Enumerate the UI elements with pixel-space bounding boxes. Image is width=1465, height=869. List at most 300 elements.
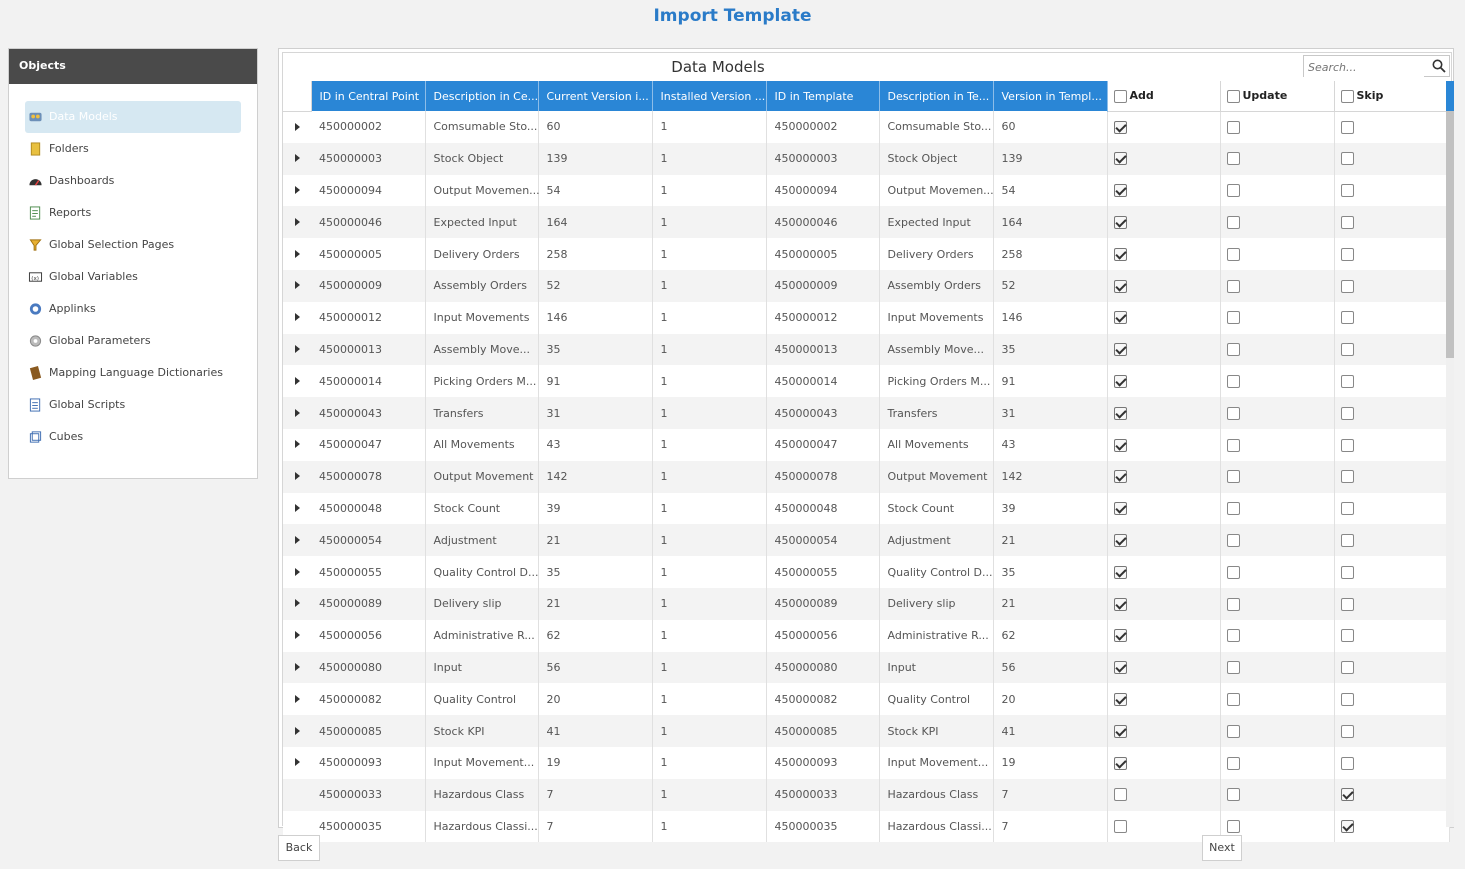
sidebar-item-global-selection-pages[interactable] — [25, 229, 241, 261]
table-row[interactable] — [283, 302, 1449, 334]
table-row[interactable] — [283, 683, 1449, 715]
table-row[interactable] — [283, 397, 1449, 429]
table-cell: Assembly Orders — [425, 270, 538, 302]
table-cell: 450000085 — [766, 715, 879, 747]
update-cell — [1220, 429, 1334, 461]
table-row[interactable] — [283, 270, 1449, 302]
column-header[interactable]: Version in Templ... — [993, 81, 1107, 111]
table-cell: 450000014 — [311, 365, 425, 397]
update-checkbox[interactable] — [1227, 216, 1240, 229]
expand-arrow-icon[interactable] — [295, 695, 300, 703]
update-cell — [1220, 270, 1334, 302]
table-cell: 450000093 — [766, 747, 879, 779]
update-checkbox[interactable] — [1227, 566, 1240, 579]
add-checkbox[interactable] — [1114, 280, 1127, 293]
expand-cell[interactable] — [283, 143, 311, 175]
add-cell — [1107, 524, 1220, 556]
update-checkbox[interactable] — [1227, 629, 1240, 642]
sidebar-item-cubes[interactable] — [25, 421, 241, 453]
add-cell — [1107, 270, 1220, 302]
sidebar-item-mapping-language-dictionaries[interactable] — [25, 357, 241, 389]
expand-arrow-icon[interactable] — [295, 377, 300, 385]
expand-arrow-icon[interactable] — [295, 536, 300, 544]
expand-column-header — [283, 81, 311, 111]
table-cell: 20 — [538, 683, 652, 715]
sidebar-item-dashboards[interactable] — [25, 165, 241, 197]
sidebar-item-folders[interactable] — [25, 133, 241, 165]
add-checkbox[interactable] — [1114, 598, 1127, 611]
table-cell: Input — [879, 652, 993, 684]
update-cell — [1220, 111, 1334, 143]
add-checkbox[interactable] — [1114, 470, 1127, 483]
table-cell: Quality Control — [879, 683, 993, 715]
sidebar-item-label: Mapping Language Dictionaries — [49, 366, 223, 379]
add-cell — [1107, 493, 1220, 525]
table-cell: 450000005 — [766, 238, 879, 270]
scrollbar-thumb[interactable] — [1446, 111, 1454, 358]
table-row[interactable] — [283, 429, 1449, 461]
add-cell — [1107, 143, 1220, 175]
expand-arrow-icon[interactable] — [295, 727, 300, 735]
add-checkbox[interactable] — [1114, 566, 1127, 579]
update-cell — [1220, 206, 1334, 238]
expand-cell[interactable] — [283, 461, 311, 493]
add-cell — [1107, 365, 1220, 397]
expand-cell[interactable] — [283, 556, 311, 588]
table-cell: Transfers — [425, 397, 538, 429]
table-cell: 56 — [538, 652, 652, 684]
table-cell: 450000035 — [311, 811, 425, 843]
table-cell: 43 — [993, 429, 1107, 461]
table-cell: 62 — [538, 620, 652, 652]
add-checkbox[interactable] — [1114, 629, 1127, 642]
expand-arrow-icon[interactable] — [295, 186, 300, 194]
table-cell: 450000043 — [766, 397, 879, 429]
add-checkbox[interactable] — [1114, 502, 1127, 515]
parameter-icon — [28, 334, 43, 348]
skip-checkbox[interactable] — [1341, 248, 1354, 261]
table-cell: 450000078 — [311, 461, 425, 493]
table-row[interactable] — [283, 175, 1449, 207]
add-checkbox[interactable] — [1114, 343, 1127, 356]
table-cell: 1 — [652, 270, 766, 302]
table-cell: 450000094 — [766, 175, 879, 207]
expand-cell[interactable] — [283, 747, 311, 779]
table-cell: Hazardous Classi... — [879, 811, 993, 843]
skip-checkbox[interactable] — [1341, 502, 1354, 515]
sidebar-item-data-models[interactable] — [25, 101, 241, 133]
update-checkbox[interactable] — [1227, 121, 1240, 134]
add-checkbox[interactable] — [1114, 820, 1127, 833]
table-row[interactable] — [283, 779, 1449, 811]
add-checkbox[interactable] — [1114, 534, 1127, 547]
update-checkbox[interactable] — [1227, 439, 1240, 452]
update-checkbox[interactable] — [1227, 311, 1240, 324]
skip-checkbox[interactable] — [1341, 184, 1354, 197]
table-cell: Stock Count — [879, 493, 993, 525]
table-row[interactable] — [283, 461, 1449, 493]
table-cell: 1 — [652, 429, 766, 461]
expand-arrow-icon[interactable] — [295, 281, 300, 289]
table-cell: 39 — [538, 493, 652, 525]
update-checkbox[interactable] — [1227, 184, 1240, 197]
skip-checkbox[interactable] — [1341, 693, 1354, 706]
table-cell: Input Movements — [425, 302, 538, 334]
table-row[interactable] — [283, 365, 1449, 397]
update-cell — [1220, 652, 1334, 684]
skip-cell — [1334, 747, 1449, 779]
skip-cell — [1334, 779, 1449, 811]
table-row[interactable] — [283, 747, 1449, 779]
table-cell: Delivery slip — [879, 588, 993, 620]
column-header[interactable]: ID in Template — [766, 81, 879, 111]
table-cell: Transfers — [879, 397, 993, 429]
update-checkbox[interactable] — [1227, 820, 1240, 833]
column-header-skip[interactable]: Skip — [1334, 81, 1449, 111]
expand-cell[interactable] — [283, 683, 311, 715]
update-cell — [1220, 524, 1334, 556]
expand-arrow-icon[interactable] — [295, 345, 300, 353]
skip-checkbox[interactable] — [1341, 280, 1354, 293]
expand-arrow-icon[interactable] — [295, 250, 300, 258]
update-checkbox[interactable] — [1227, 502, 1240, 515]
table-cell: 1 — [652, 397, 766, 429]
add-checkbox[interactable] — [1114, 725, 1127, 738]
table-cell: 21 — [993, 524, 1107, 556]
expand-arrow-icon[interactable] — [295, 154, 300, 162]
table-cell: 164 — [993, 206, 1107, 238]
expand-cell[interactable] — [283, 334, 311, 366]
objects-sidebar — [8, 48, 258, 479]
table-cell: 450000055 — [766, 556, 879, 588]
table-cell: 450000033 — [766, 779, 879, 811]
table-cell: Stock KPI — [425, 715, 538, 747]
table-cell: 60 — [993, 111, 1107, 143]
table-cell: 450000048 — [766, 493, 879, 525]
expand-arrow-icon[interactable] — [295, 599, 300, 607]
table-cell: 450000089 — [311, 588, 425, 620]
skip-cell — [1334, 270, 1449, 302]
add-cell — [1107, 683, 1220, 715]
table-cell: 20 — [993, 683, 1107, 715]
table-cell: 450000054 — [766, 524, 879, 556]
expand-arrow-icon[interactable] — [295, 663, 300, 671]
skip-cell — [1334, 811, 1449, 843]
update-cell — [1220, 779, 1334, 811]
add-checkbox[interactable] — [1114, 407, 1127, 420]
update-checkbox[interactable] — [1227, 375, 1240, 388]
add-cell — [1107, 652, 1220, 684]
column-header[interactable]: Installed Version ... — [652, 81, 766, 111]
table-cell: 52 — [538, 270, 652, 302]
expand-cell[interactable] — [283, 302, 311, 334]
expand-cell[interactable] — [283, 206, 311, 238]
update-cell — [1220, 588, 1334, 620]
back-button[interactable]: Back — [278, 835, 320, 861]
table-cell: 1 — [652, 175, 766, 207]
expand-arrow-icon[interactable] — [295, 472, 300, 480]
add-checkbox[interactable] — [1114, 757, 1127, 770]
add-checkbox[interactable] — [1114, 216, 1127, 229]
skip-checkbox[interactable] — [1341, 439, 1354, 452]
table-cell: 31 — [993, 397, 1107, 429]
table-cell: 450000056 — [311, 620, 425, 652]
expand-cell[interactable] — [283, 238, 311, 270]
expand-cell[interactable] — [283, 270, 311, 302]
skip-cell — [1334, 620, 1449, 652]
add-checkbox[interactable] — [1114, 375, 1127, 388]
skip-checkbox[interactable] — [1341, 343, 1354, 356]
skip-checkbox[interactable] — [1341, 375, 1354, 388]
selection-page-icon — [28, 238, 43, 252]
table-cell: 450000078 — [766, 461, 879, 493]
skip-checkbox[interactable] — [1341, 629, 1354, 642]
table-row[interactable] — [283, 111, 1449, 143]
table-cell: Assembly Orders — [879, 270, 993, 302]
expand-cell[interactable] — [283, 524, 311, 556]
update-checkbox[interactable] — [1227, 598, 1240, 611]
update-cell — [1220, 556, 1334, 588]
expand-cell[interactable] — [283, 715, 311, 747]
table-cell: 52 — [993, 270, 1107, 302]
skip-checkbox[interactable] — [1341, 470, 1354, 483]
skip-cell — [1334, 556, 1449, 588]
expand-cell[interactable] — [283, 365, 311, 397]
update-checkbox[interactable] — [1227, 470, 1240, 483]
skip-checkbox[interactable] — [1341, 407, 1354, 420]
sidebar-item-label: Applinks — [49, 302, 96, 315]
add-checkbox[interactable] — [1114, 152, 1127, 165]
sidebar-item-global-variables[interactable] — [25, 261, 241, 293]
table-cell: Input Movement... — [879, 747, 993, 779]
next-button[interactable]: Next — [1202, 835, 1242, 861]
table-cell: 60 — [538, 111, 652, 143]
skip-cell — [1334, 334, 1449, 366]
skip-checkbox[interactable] — [1341, 598, 1354, 611]
skip-cell — [1334, 461, 1449, 493]
table-cell: 1 — [652, 111, 766, 143]
table-cell: Expected Input — [425, 206, 538, 238]
table-cell: 39 — [993, 493, 1107, 525]
table-cell: Hazardous Classi... — [425, 811, 538, 843]
table-cell: 1 — [652, 715, 766, 747]
add-checkbox[interactable] — [1114, 788, 1127, 801]
expand-arrow-icon[interactable] — [295, 568, 300, 576]
update-checkbox[interactable] — [1227, 757, 1240, 770]
update-checkbox[interactable] — [1227, 693, 1240, 706]
cube-icon — [28, 430, 43, 444]
skip-cell — [1334, 588, 1449, 620]
table-cell: 450000014 — [766, 365, 879, 397]
skip-checkbox[interactable] — [1341, 121, 1354, 134]
table-row[interactable] — [283, 334, 1449, 366]
table-row[interactable] — [283, 493, 1449, 525]
table-cell: 1 — [652, 779, 766, 811]
table-cell: 1 — [652, 238, 766, 270]
expand-arrow-icon[interactable] — [295, 123, 300, 131]
skip-checkbox[interactable] — [1341, 820, 1354, 833]
table-cell: 19 — [993, 747, 1107, 779]
table-cell: All Movements — [425, 429, 538, 461]
expand-cell[interactable] — [283, 111, 311, 143]
table-cell: 450000013 — [311, 334, 425, 366]
add-checkbox[interactable] — [1114, 661, 1127, 674]
table-cell: 450000033 — [311, 779, 425, 811]
svg-text:(x): (x) — [31, 275, 39, 282]
add-checkbox[interactable] — [1114, 693, 1127, 706]
table-cell: 35 — [993, 556, 1107, 588]
expand-cell — [283, 779, 311, 811]
update-cell — [1220, 493, 1334, 525]
sidebar-item-applinks[interactable] — [25, 293, 241, 325]
table-row[interactable] — [283, 238, 1449, 270]
update-checkbox[interactable] — [1227, 661, 1240, 674]
skip-cell — [1334, 302, 1449, 334]
add-cell — [1107, 238, 1220, 270]
table-cell: 450000009 — [766, 270, 879, 302]
skip-checkbox[interactable] — [1341, 661, 1354, 674]
panel-title: Data Models — [671, 58, 765, 76]
skip-checkbox[interactable] — [1341, 152, 1354, 165]
table-cell: 54 — [538, 175, 652, 207]
update-checkbox[interactable] — [1227, 248, 1240, 261]
table-cell: Delivery slip — [425, 588, 538, 620]
table-cell: Hazardous Class — [425, 779, 538, 811]
update-cell — [1220, 620, 1334, 652]
table-cell: 62 — [993, 620, 1107, 652]
update-cell — [1220, 397, 1334, 429]
update-checkbox[interactable] — [1227, 280, 1240, 293]
expand-cell[interactable] — [283, 493, 311, 525]
select-all-skip-checkbox[interactable] — [1341, 90, 1354, 103]
skip-checkbox[interactable] — [1341, 566, 1354, 579]
expand-arrow-icon[interactable] — [295, 758, 300, 766]
table-cell: 1 — [652, 747, 766, 779]
table-cell: Picking Orders M... — [425, 365, 538, 397]
expand-arrow-icon[interactable] — [295, 631, 300, 639]
table-cell: 21 — [993, 588, 1107, 620]
table-cell: 450000080 — [311, 652, 425, 684]
add-cell — [1107, 747, 1220, 779]
column-header[interactable]: Current Version i... — [538, 81, 652, 111]
skip-checkbox[interactable] — [1341, 788, 1354, 801]
table-row[interactable] — [283, 715, 1449, 747]
table-cell: Input Movements — [879, 302, 993, 334]
sidebar-item-global-parameters[interactable] — [25, 325, 241, 357]
skip-cell — [1334, 397, 1449, 429]
column-header[interactable]: Description in Te... — [879, 81, 993, 111]
table-cell: 450000002 — [766, 111, 879, 143]
expand-cell[interactable] — [283, 429, 311, 461]
table-row[interactable] — [283, 588, 1449, 620]
table-cell: 91 — [993, 365, 1107, 397]
table-cell: Input Movement... — [425, 747, 538, 779]
sidebar-item-label: Global Scripts — [49, 398, 126, 411]
update-checkbox[interactable] — [1227, 788, 1240, 801]
table-cell: 450000013 — [766, 334, 879, 366]
table-cell: Adjustment — [879, 524, 993, 556]
expand-cell[interactable] — [283, 620, 311, 652]
table-cell: 450000046 — [311, 206, 425, 238]
expand-cell[interactable] — [283, 175, 311, 207]
table-cell: Delivery Orders — [879, 238, 993, 270]
add-checkbox[interactable] — [1114, 121, 1127, 134]
column-header[interactable]: Description in Ce... — [425, 81, 538, 111]
update-checkbox[interactable] — [1227, 534, 1240, 547]
table-cell: Expected Input — [879, 206, 993, 238]
sidebar-item-label: Reports — [49, 206, 92, 219]
update-checkbox[interactable] — [1227, 725, 1240, 738]
update-checkbox[interactable] — [1227, 152, 1240, 165]
expand-cell[interactable] — [283, 588, 311, 620]
table-row[interactable] — [283, 143, 1449, 175]
add-checkbox[interactable] — [1114, 439, 1127, 452]
select-all-update-checkbox[interactable] — [1227, 90, 1240, 103]
sidebar-item-global-scripts[interactable] — [25, 389, 241, 421]
add-checkbox[interactable] — [1114, 184, 1127, 197]
script-icon — [28, 398, 43, 412]
column-header[interactable]: ID in Central Point — [311, 81, 425, 111]
table-row[interactable] — [283, 556, 1449, 588]
expand-arrow-icon[interactable] — [295, 313, 300, 321]
sidebar-item-label: Global Selection Pages — [49, 238, 175, 251]
add-cell — [1107, 302, 1220, 334]
search-box[interactable] — [1303, 55, 1450, 77]
add-cell — [1107, 715, 1220, 747]
skip-cell — [1334, 238, 1449, 270]
table-cell: 7 — [538, 779, 652, 811]
skip-checkbox[interactable] — [1341, 757, 1354, 770]
column-header-add[interactable]: Add — [1107, 81, 1220, 111]
table-row[interactable] — [283, 652, 1449, 684]
column-header-update[interactable]: Update — [1220, 81, 1334, 111]
table-row[interactable] — [283, 524, 1449, 556]
table-cell: Comsumable Sto... — [879, 111, 993, 143]
sidebar-item-reports[interactable] — [25, 197, 241, 229]
expand-arrow-icon[interactable] — [295, 218, 300, 226]
search-input[interactable] — [1304, 58, 1424, 78]
table-cell: 21 — [538, 588, 652, 620]
table-cell: 1 — [652, 620, 766, 652]
table-cell: 56 — [993, 652, 1107, 684]
expand-cell[interactable] — [283, 397, 311, 429]
select-all-add-checkbox[interactable] — [1114, 90, 1127, 103]
add-checkbox[interactable] — [1114, 311, 1127, 324]
expand-arrow-icon[interactable] — [295, 504, 300, 512]
table-row[interactable] — [283, 811, 1449, 843]
update-checkbox[interactable] — [1227, 407, 1240, 420]
skip-checkbox[interactable] — [1341, 311, 1354, 324]
sidebar-item-label: Cubes — [49, 430, 84, 443]
skip-checkbox[interactable] — [1341, 534, 1354, 547]
table-cell: 1 — [652, 652, 766, 684]
table-cell: 450000048 — [311, 493, 425, 525]
skip-checkbox[interactable] — [1341, 216, 1354, 229]
skip-checkbox[interactable] — [1341, 725, 1354, 738]
expand-arrow-icon[interactable] — [295, 409, 300, 417]
expand-arrow-icon[interactable] — [295, 440, 300, 448]
expand-cell[interactable] — [283, 652, 311, 684]
table-cell: Output Movemen... — [879, 175, 993, 207]
table-row[interactable] — [283, 620, 1449, 652]
search-icon[interactable] — [1432, 59, 1446, 73]
update-cell — [1220, 683, 1334, 715]
add-checkbox[interactable] — [1114, 248, 1127, 261]
table-cell: Output Movement — [425, 461, 538, 493]
update-checkbox[interactable] — [1227, 343, 1240, 356]
table-cell: 164 — [538, 206, 652, 238]
table-row[interactable] — [283, 206, 1449, 238]
